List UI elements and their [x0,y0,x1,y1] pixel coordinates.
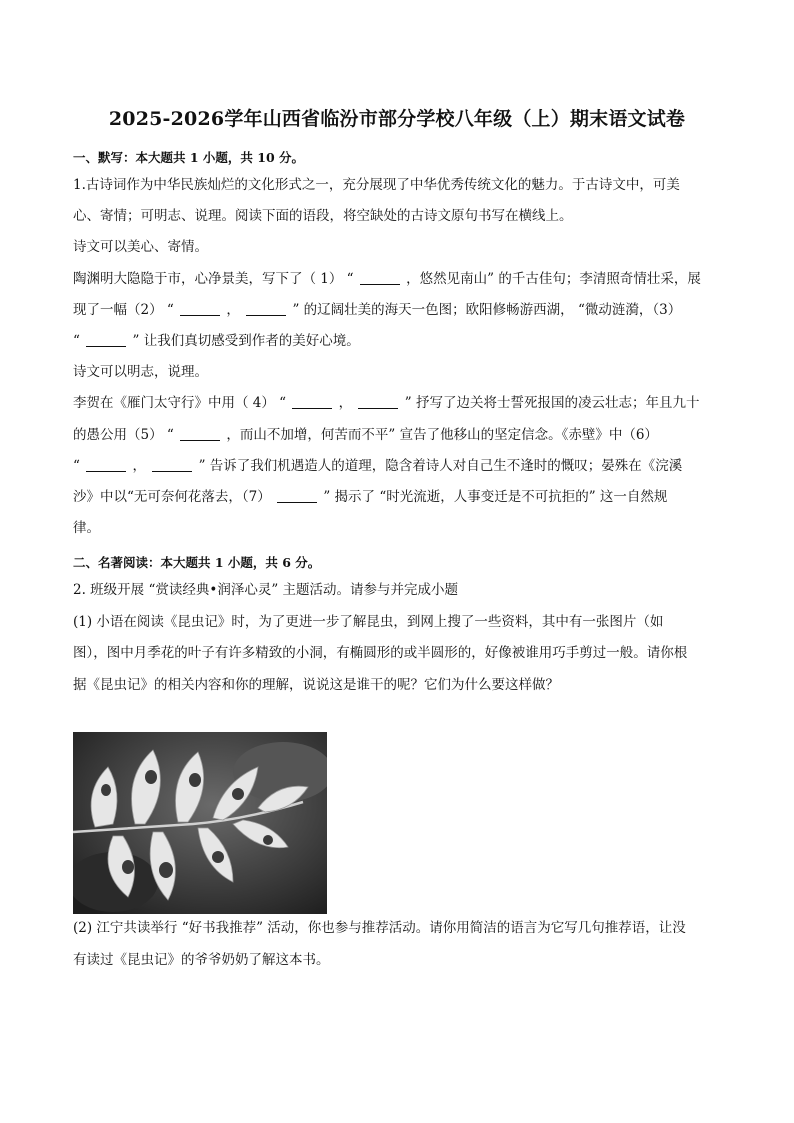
q2-line-3: 图），图中月季花的叶子有许多精致的小洞，有椭圆形的或半圆形的，好像被谁用巧手剪过一般。请你根 [73,645,688,661]
q1-line-4: 陶渊明大隐隐于市，心净景美，写下了（ 1） “ ，悠然见南山” 的千古佳句；李清照奇情壮采，展 [73,270,701,287]
q2-line-6: 有读过《昆虫记》的爷爷奶奶了解这本书。 [73,951,330,968]
rose-leaf-photo [73,732,327,914]
answer-blank-7[interactable] [277,488,317,503]
answer-blank-4b[interactable] [358,395,398,410]
q1-line-12: 律。 [73,520,100,537]
page-title: 2025-2026学年山西省临汾市部分学校八年级（上）期末语文试卷 [108,108,686,130]
answer-blank-6a[interactable] [86,457,126,472]
q1-line-11: 沙》中以“无可奈何花落去，（7） ” 揭示了 “时光流逝，人事变迁是不可抗拒的” 这一自然规 [73,488,668,505]
q1-line-1: 1.古诗词作为中华民族灿烂的文化形式之一，充分展现了中华优秀传统文化的魅力。于古诗文中，可美 [73,177,680,193]
q1-line-7: 诗文可以明志，说理。 [73,364,208,381]
q1-line-9: 的愚公用（5） “ ，而山不加增，何苦而不平” 宣告了他移山的坚定信念。《赤壁》中（6） [73,426,658,443]
q1-line-10: “ ， ” 告诉了我们机遇造人的道理，隐含着诗人对自己生不逢时的慨叹；晏殊在《浣溪 [73,457,683,474]
answer-blank-6b[interactable] [152,457,192,472]
question-1 [73,170,723,544]
question-2-part-2 [73,913,723,976]
question-2 [73,575,723,701]
answer-blank-3[interactable] [86,332,126,347]
q1-line-6: “ ” 让我们真切感受到作者的美好心境。 [73,332,360,349]
answer-blank-2a[interactable] [180,301,220,316]
answer-blank-4a[interactable] [292,395,332,410]
q2-line-1: 2. 班级开展 “赏读经典•润泽心灵” 主题活动。请参与并完成小题 [73,582,459,598]
answer-blank-1[interactable] [360,270,400,285]
leaf-illustration [73,732,327,914]
section-heading-dictation: 一、默写：本大题共 1 小题，共 10 分。 [73,150,305,165]
answer-blank-5[interactable] [180,426,220,441]
answer-blank-2b[interactable] [246,301,286,316]
section-heading-reading: 二、名著阅读：本大题共 1 小题，共 6 分。 [73,555,321,570]
q2-line-5: (2) 江宁共读举行 “好书我推荐” 活动，你也参与推荐活动。请你用简洁的语言为它写几句推荐语，让没 [73,920,686,936]
q1-line-2: 心、寄情；可明志、说理。阅读下面的语段，将空缺处的古诗文原句书写在横线上。 [73,208,573,225]
q1-line-3: 诗文可以美心、寄情。 [73,239,208,256]
q1-line-8: 李贺在《雁门太守行》中用（ 4） “ ， ” 抒写了边关将士誓死报国的凌云壮志；年且九十 [73,395,700,412]
q2-line-4: 据《昆虫记》的相关内容和你的理解，说说这是谁干的呢？它们为什么要这样做？ [73,676,559,693]
q2-line-2: (1) 小语在阅读《昆虫记》时，为了更进一步了解昆虫，到网上搜了一些资料，其中有一张图片（如 [73,613,664,630]
q1-line-5: 现了一幅（2） “ ， ” 的辽阔壮美的海天一色图；欧阳修畅游西湖， “微动涟漪，（3） [73,301,682,318]
